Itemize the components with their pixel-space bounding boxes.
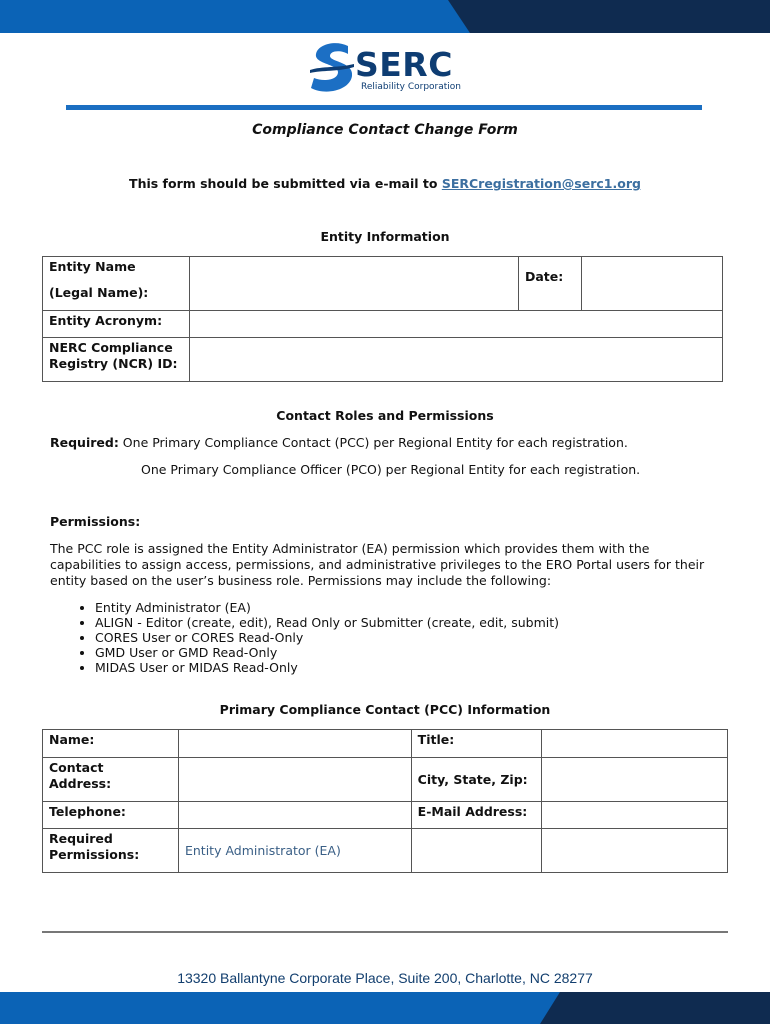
logo-wordmark: SERC [355, 45, 453, 84]
pcc-email-label: E-Mail Address: [411, 802, 541, 829]
list-item: • CORES User or CORES Read-Only [95, 630, 559, 645]
header-bar-navy [448, 0, 770, 33]
pcc-extra-cell-2[interactable] [541, 829, 727, 873]
entity-name-input[interactable] [190, 257, 519, 311]
pcc-telephone-label: Telephone: [43, 802, 179, 829]
contact-roles-heading: Contact Roles and Permissions [276, 408, 494, 423]
logo-subtitle: Reliability Corporation [361, 82, 461, 92]
required-line-2: One Primary Compliance Officer (PCO) per Regional Entity for each registration. [141, 462, 641, 477]
header-divider [66, 105, 702, 110]
entity-name-label-cell [43, 257, 190, 311]
permissions-heading: Permissions: [50, 514, 141, 529]
entity-name-label: Entity Name [49, 259, 136, 274]
date-input[interactable] [582, 257, 723, 311]
required-text-1: One Primary Compliance Contact (PCC) per Regional Entity for each registration. [118, 435, 628, 450]
pcc-required-permissions-label-cell [43, 829, 179, 873]
permissions-paragraph: The PCC role is assigned the Entity Administrator (EA) permission which provides them with the capabilities to assign access, permissions, and administrative privileges to the ERO Portal users for their entity based on the user’s business role. Permissions may include the following: [50, 541, 705, 588]
footer-bar-blue [0, 992, 560, 1024]
entity-info-heading: Entity Information [320, 229, 450, 244]
list-item: • ALIGN - Editor (create, edit), Read Only or Submitter (create, edit, submit) [95, 615, 559, 630]
footer-divider [42, 931, 728, 933]
entity-info-table [42, 256, 723, 382]
list-item: • Entity Administrator (EA) [95, 600, 559, 615]
required-line-1 [50, 435, 720, 451]
pcc-name-label: Name: [43, 730, 179, 758]
pcc-address-label-line-2: Address: [49, 776, 112, 791]
pcc-info-table [42, 729, 728, 873]
form-title: Compliance Contact Change Form [252, 122, 518, 138]
ncr-id-label-line-1: NERC Compliance [49, 340, 173, 355]
ncr-id-label-line-2: Registry (NCR) ID: [49, 356, 178, 371]
pcc-email-input[interactable] [541, 802, 727, 829]
registration-email-link[interactable]: SERCregistration@serc1.org [441, 176, 641, 191]
submission-text: This form should be submitted via e-mail to [129, 176, 442, 191]
pcc-address-input[interactable] [178, 758, 411, 802]
pcc-info-heading: Primary Compliance Contact (PCC) Information [219, 702, 551, 717]
pcc-required-permissions-label-line-2: Permissions: [49, 847, 140, 862]
footer-bar-navy [540, 992, 770, 1024]
legal-name-label: (Legal Name): [49, 285, 149, 300]
ncr-id-label-cell [43, 338, 190, 382]
pcc-city-state-zip-input[interactable] [541, 758, 727, 802]
date-label: Date: [519, 257, 582, 311]
entity-acronym-label: Entity Acronym: [43, 311, 190, 338]
permissions-list [50, 600, 559, 675]
required-label: Required: [50, 435, 119, 450]
pcc-title-label: Title: [411, 730, 541, 758]
submission-instructions [0, 176, 770, 191]
ncr-id-input[interactable] [190, 338, 723, 382]
serc-logo-icon [308, 40, 358, 96]
pcc-address-label-cell [43, 758, 179, 802]
pcc-required-permissions-value: Entity Administrator (EA) [178, 829, 411, 873]
entity-acronym-input[interactable] [190, 311, 723, 338]
pcc-name-input[interactable] [178, 730, 411, 758]
list-item: • MIDAS User or MIDAS Read-Only [95, 660, 559, 675]
pcc-required-permissions-label-line-1: Required [49, 831, 113, 846]
pcc-telephone-input[interactable] [178, 802, 411, 829]
list-item: • GMD User or GMD Read-Only [95, 645, 559, 660]
pcc-address-label-line-1: Contact [49, 760, 104, 775]
pcc-city-state-zip-label: City, State, Zip: [411, 758, 541, 802]
header-bar-blue [0, 0, 470, 33]
pcc-title-input[interactable] [541, 730, 727, 758]
pcc-extra-cell-1[interactable] [411, 829, 541, 873]
footer-address: 13320 Ballantyne Corporate Place, Suite 200, Charlotte, NC 28277 [177, 970, 593, 986]
